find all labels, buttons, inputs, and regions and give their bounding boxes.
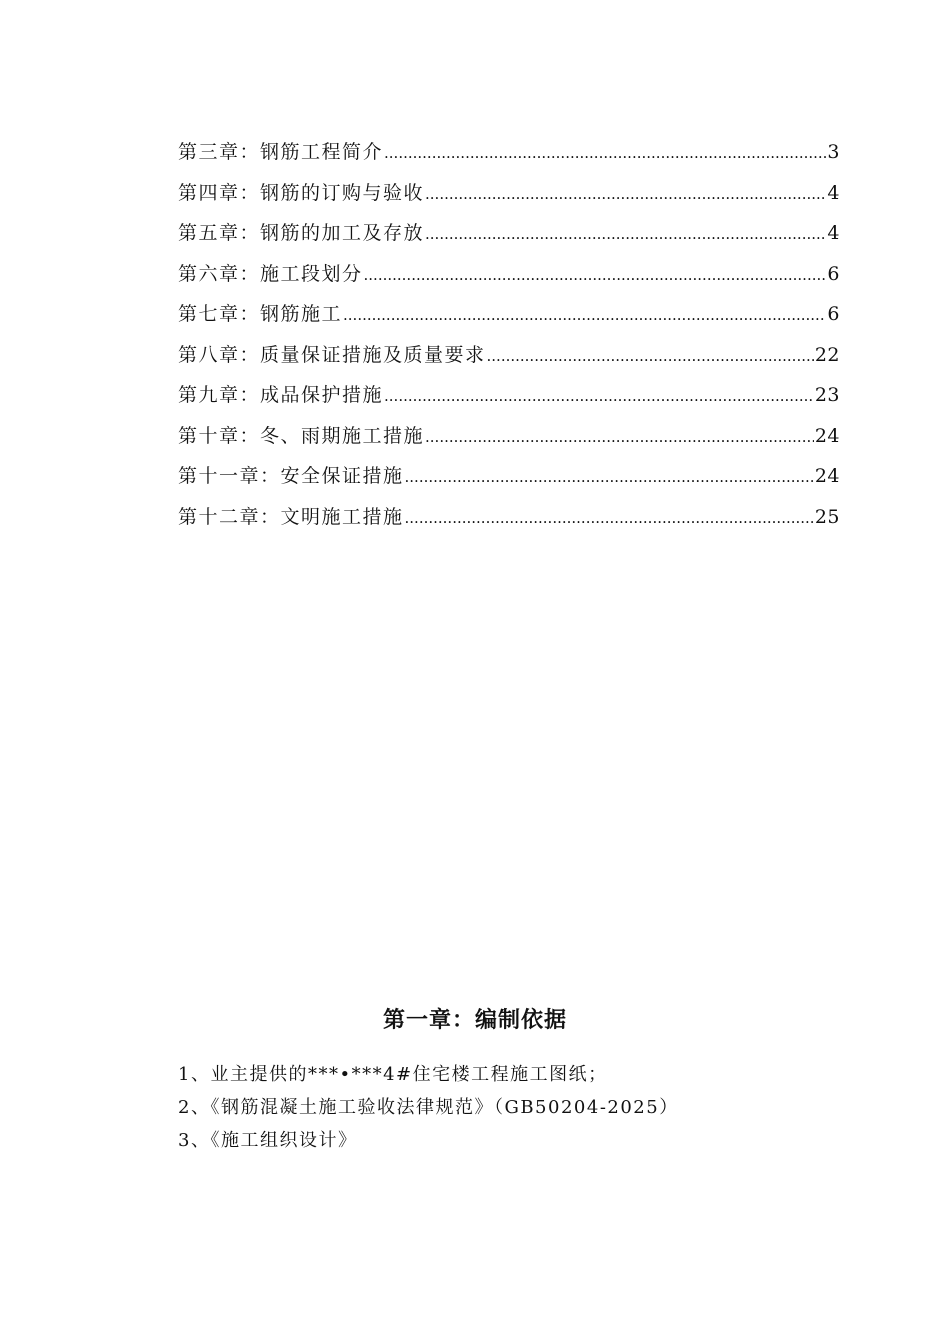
toc-entry-title: 第六章：施工段划分 <box>178 262 363 285</box>
toc-entry[interactable] <box>178 456 840 497</box>
table-of-contents <box>178 132 840 537</box>
toc-entry-page: 6 <box>827 303 840 325</box>
toc-entry-page: 24 <box>814 465 840 487</box>
toc-entry-page: 22 <box>814 343 840 366</box>
toc-entry[interactable] <box>178 335 840 376</box>
toc-entry-page: 3 <box>827 141 840 163</box>
toc-entry-page: 24 <box>814 424 840 447</box>
toc-dot-leader <box>405 457 814 498</box>
toc-dot-leader <box>384 133 826 174</box>
toc-entry-title: 第七章：钢筋施工 <box>178 303 343 325</box>
toc-entry[interactable] <box>178 375 840 416</box>
toc-entry[interactable] <box>178 254 840 295</box>
toc-entry-page: 4 <box>827 181 840 204</box>
chapter-heading: 第一章：编制依据 <box>382 1007 567 1033</box>
toc-entry-title: 第十章：冬、雨期施工措施 <box>178 424 425 447</box>
list-item: 2、《钢筋混凝土施工验收法律规范》（GB50204-2025） <box>178 1097 679 1118</box>
toc-entry[interactable] <box>178 213 840 254</box>
toc-entry[interactable] <box>178 416 840 457</box>
toc-entry-page: 4 <box>827 222 840 244</box>
toc-entry[interactable] <box>178 497 840 538</box>
toc-entry[interactable] <box>178 294 840 335</box>
toc-dot-leader <box>425 417 814 458</box>
toc-entry-title: 第五章：钢筋的加工及存放 <box>178 222 425 244</box>
toc-dot-leader <box>343 295 826 336</box>
toc-entry-title: 第九章：成品保护措施 <box>178 384 384 406</box>
toc-entry-title: 第十二章：文明施工措施 <box>178 505 404 528</box>
toc-dot-leader <box>425 214 826 255</box>
toc-entry-page: 23 <box>814 384 840 406</box>
toc-entry-title: 第三章：钢筋工程简介 <box>178 141 384 163</box>
toc-entry-title: 第四章：钢筋的订购与验收 <box>178 181 425 204</box>
toc-entry[interactable] <box>178 173 840 214</box>
basis-list <box>178 1058 878 1157</box>
toc-dot-leader <box>364 255 827 296</box>
list-item: 1、业主提供的***•***4#住宅楼工程施工图纸； <box>178 1064 608 1085</box>
toc-dot-leader <box>384 376 814 417</box>
toc-entry-page: 25 <box>814 505 840 528</box>
toc-dot-leader <box>425 174 826 215</box>
toc-entry-page: 6 <box>827 262 840 285</box>
toc-entry-title: 第十一章：安全保证措施 <box>178 465 404 487</box>
toc-dot-leader <box>487 336 814 377</box>
toc-dot-leader <box>405 498 814 539</box>
toc-entry-title: 第八章：质量保证措施及质量要求 <box>178 343 486 366</box>
toc-entry[interactable] <box>178 132 840 173</box>
list-item: 3、《施工组织设计》 <box>178 1130 358 1151</box>
